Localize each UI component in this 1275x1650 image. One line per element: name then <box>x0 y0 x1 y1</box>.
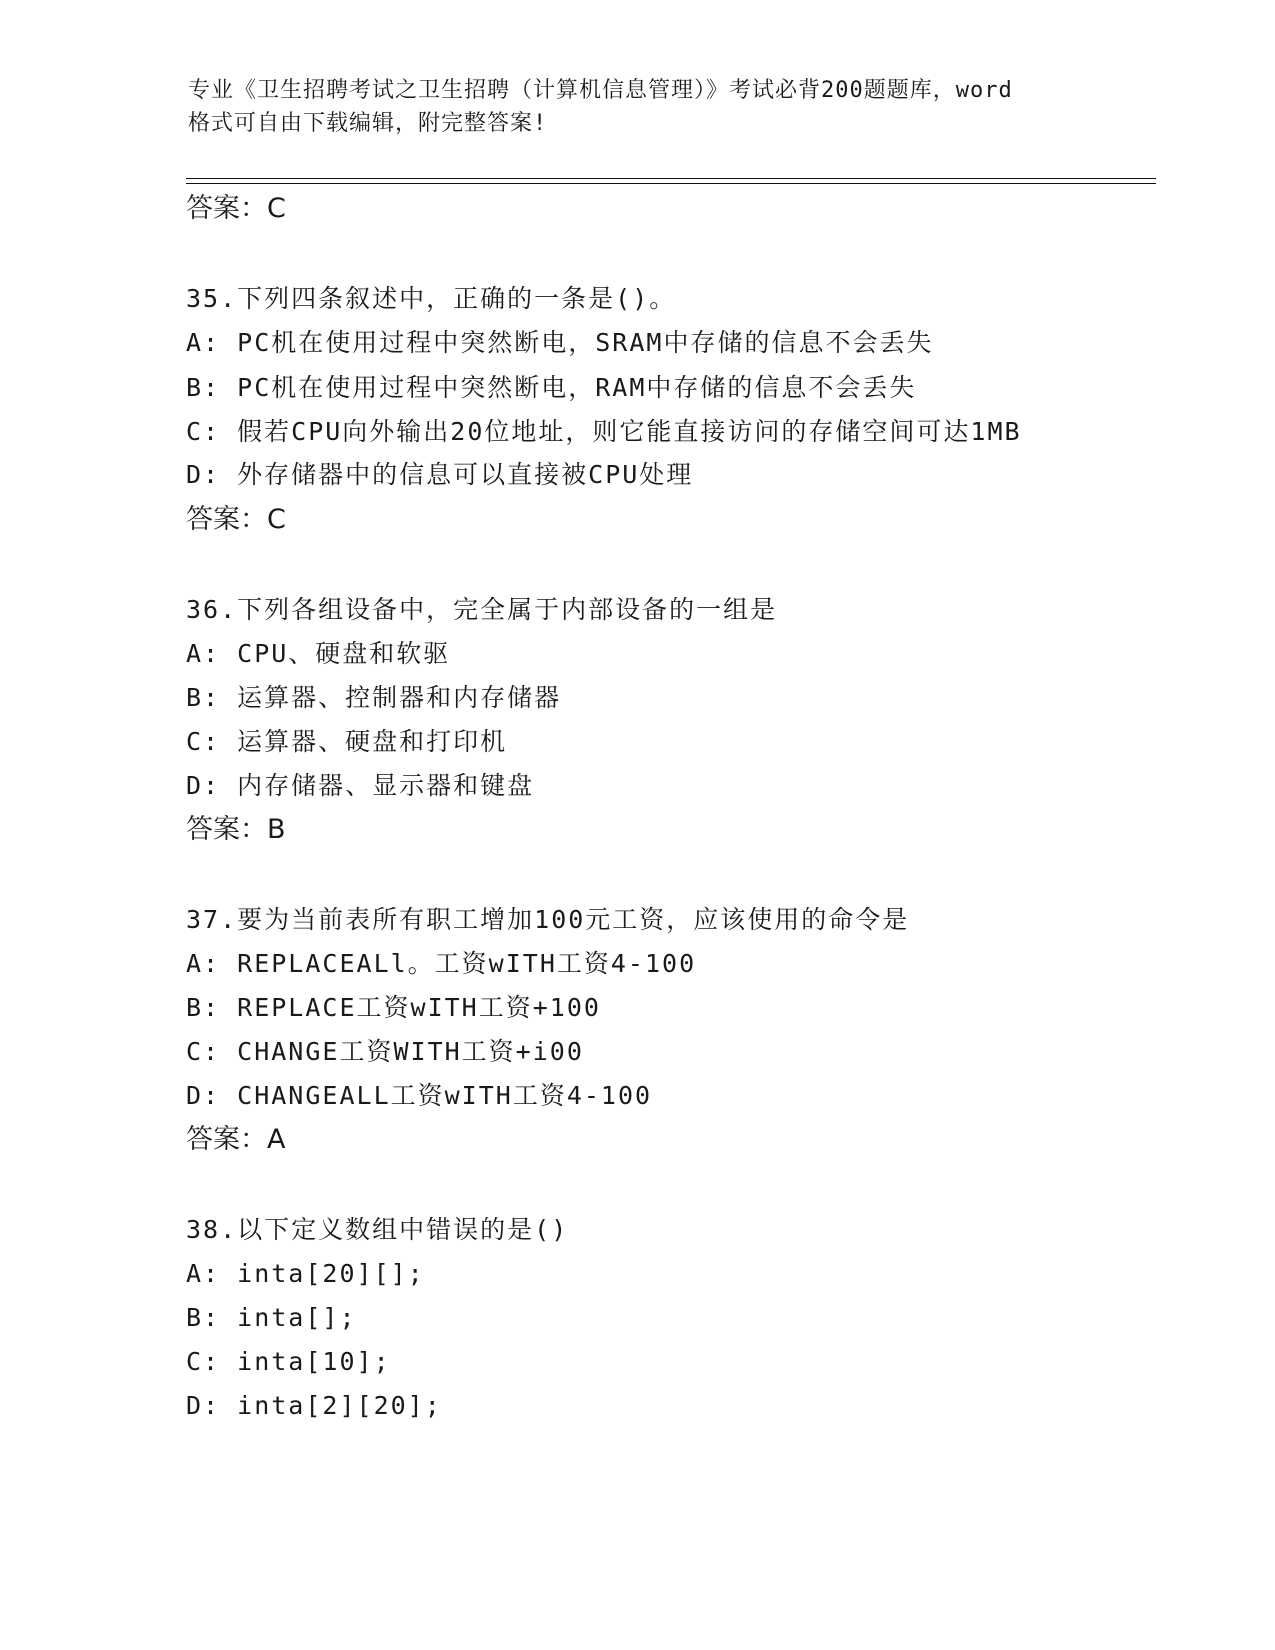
question-38-stem: 38.以下定义数组中错误的是() <box>186 1215 569 1244</box>
question-37-answer: 答案：A <box>186 1124 286 1155</box>
question-36-answer: 答案：B <box>186 814 286 845</box>
question-36-stem: 36.下列各组设备中，完全属于内部设备的一组是 <box>186 595 778 624</box>
header-divider-top <box>186 178 1156 179</box>
question-38-option-c: C: inta[10]; <box>186 1347 391 1376</box>
question-37-option-a: A: REPLACEALl。工资wITH工资4-100 <box>186 949 697 978</box>
question-35-option-c: C: 假若CPU向外输出20位地址，则它能直接访问的存储空间可达1MB <box>186 417 1022 446</box>
header-line-1: 专业《卫生招聘考试之卫生招聘（计算机信息管理）》考试必背200题题库，word <box>188 78 1013 103</box>
question-36-option-a: A: CPU、硬盘和软驱 <box>186 639 451 668</box>
question-35-option-b: B: PC机在使用过程中突然断电，RAM中存储的信息不会丢失 <box>186 373 917 402</box>
header-line-2: 格式可自由下载编辑，附完整答案! <box>188 111 548 136</box>
question-38-option-b: B: inta[]; <box>186 1303 357 1332</box>
question-35-stem: 35.下列四条叙述中，正确的一条是()。 <box>186 284 677 313</box>
question-37-option-c: C: CHANGE工资WITH工资+i00 <box>186 1037 584 1066</box>
question-36-option-b: B: 运算器、控制器和内存储器 <box>186 683 562 712</box>
question-38-option-d: D: inta[2][20]; <box>186 1391 442 1420</box>
question-35-option-a: A: PC机在使用过程中突然断电，SRAM中存储的信息不会丢失 <box>186 328 934 357</box>
question-38-option-a: A: inta[20][]; <box>186 1259 425 1288</box>
question-35-option-d: D: 外存储器中的信息可以直接被CPU处理 <box>186 460 694 489</box>
question-35-answer: 答案：C <box>186 504 286 535</box>
question-36-option-c: C: 运算器、硬盘和打印机 <box>186 727 508 756</box>
question-37-option-d: D: CHANGEALL工资wITH工资4-100 <box>186 1081 653 1110</box>
previous-answer: 答案：C <box>186 193 286 224</box>
header-divider-bottom <box>186 183 1156 184</box>
document-header <box>188 74 1088 140</box>
question-36-option-d: D: 内存储器、显示器和键盘 <box>186 771 535 800</box>
question-37-option-b: B: REPLACE工资wITH工资+100 <box>186 993 601 1022</box>
question-37-stem: 37.要为当前表所有职工增加100元工资，应该使用的命令是 <box>186 905 910 934</box>
